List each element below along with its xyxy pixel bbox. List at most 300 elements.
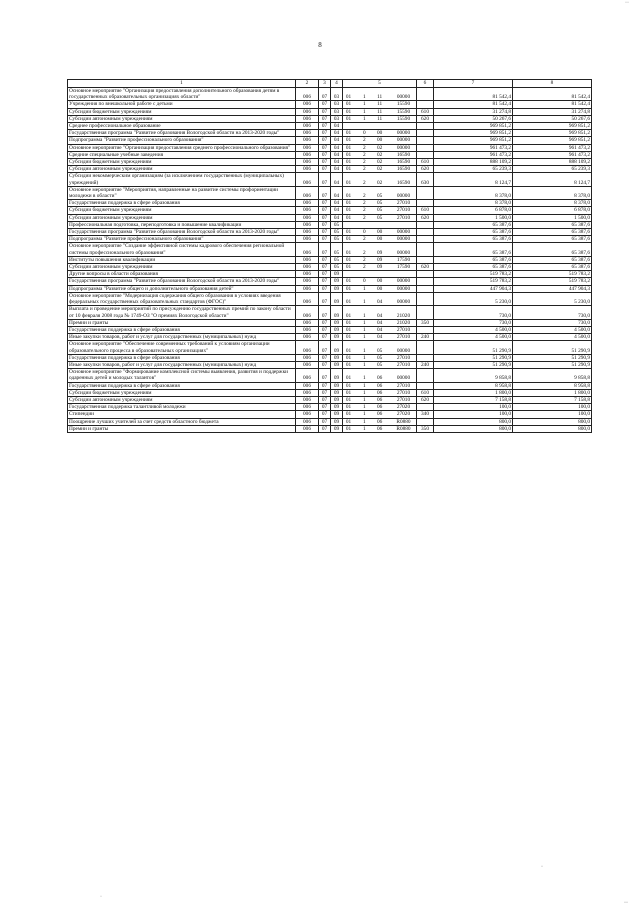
expense-type-code (417, 285, 434, 292)
target-article-code (343, 214, 417, 221)
row-name: Другие вопросы в области образования (68, 271, 296, 278)
amount-col7: 7 158,8 (434, 396, 513, 403)
subsection-code: 04 (331, 173, 343, 186)
target-article-code-text: 01 2 05 27010 (345, 214, 411, 221)
row-name: Субсидии автономным учреждениям (68, 214, 296, 221)
expense-type-code (417, 418, 434, 425)
row-name: Иные закупки товаров, работ и услуг для государственных (муниципальных) нужд (68, 334, 296, 341)
amount-col8: 100,0 (513, 404, 592, 411)
row-name: Институты повышения квалификации (68, 256, 296, 263)
ministry-code: 006 (296, 243, 319, 256)
section-code: 07 (319, 101, 331, 108)
row-name: Подпрограмма "Развитие профессионального образования" (68, 236, 296, 243)
amount-col7: 1 500,0 (434, 214, 513, 221)
row-name: Субсидии автономным учреждениям (68, 396, 296, 403)
ministry-code: 006 (296, 389, 319, 396)
amount-col8: 969 851,2 (513, 123, 592, 130)
row-name: Подпрограмма "Развитие профессионального образования" (68, 137, 296, 144)
subsection-code: 04 (331, 130, 343, 137)
table-row (68, 326, 592, 333)
section-code: 07 (319, 278, 331, 285)
table-row (68, 166, 592, 173)
section-code: 07 (319, 264, 331, 271)
target-article-code-text: 01 1 04 27010 (345, 326, 411, 333)
amount-col7: 65 387,6 (434, 243, 513, 256)
section-code: 07 (319, 229, 331, 236)
subsection-code: 04 (331, 144, 343, 151)
amount-col8: 4 500,0 (513, 334, 592, 341)
amount-col7: 51 290,9 (434, 361, 513, 368)
target-article-code-text: 01 1 06 27020 (345, 411, 411, 418)
target-article-code (343, 404, 417, 411)
amount-col8: 969 851,2 (513, 137, 592, 144)
amount-col8: 65 387,6 (513, 221, 592, 228)
expense-type-code (417, 101, 434, 108)
amount-col8: 81 542,4 (513, 101, 592, 108)
target-article-code (343, 88, 417, 101)
expense-type-code (417, 292, 434, 305)
amount-col7: 5 230,0 (434, 292, 513, 305)
target-article-code-text: 01 2 02 16590 (345, 179, 411, 186)
expense-type-code: 350 (417, 319, 434, 326)
amount-col7: 65 387,6 (434, 236, 513, 243)
footer-mark: ·· (624, 900, 628, 906)
section-code: 07 (319, 256, 331, 263)
table-row (68, 306, 592, 319)
expense-type-code (417, 137, 434, 144)
amount-col8: 65 387,6 (513, 256, 592, 263)
target-article-code (343, 334, 417, 341)
row-name: Основное мероприятие "Мероприятия, направленные на развитие системы профориентации молодежи в области" (68, 186, 296, 199)
amount-col8: 8 124,7 (513, 173, 592, 186)
amount-col8: 100,0 (513, 411, 592, 418)
expense-type-code: 240 (417, 361, 434, 368)
amount-col7: 519 783,2 (434, 278, 513, 285)
section-code: 07 (319, 243, 331, 256)
table-row (68, 341, 592, 354)
amount-col8: 447 904,3 (513, 285, 592, 292)
target-article-code (343, 425, 417, 432)
subsection-code: 09 (331, 411, 343, 418)
amount-col8: 9 858,8 (513, 369, 592, 382)
section-code: 07 (319, 361, 331, 368)
amount-col7: 50 267,6 (434, 115, 513, 122)
ministry-code: 006 (296, 186, 319, 199)
amount-col8: 800,0 (513, 425, 592, 432)
table-row (68, 361, 592, 368)
row-name: Государственная поддержка в сфере образования (68, 382, 296, 389)
expense-type-code (417, 256, 434, 263)
target-article-code-text: 01 2 05 27010 (345, 207, 411, 214)
section-code: 07 (319, 418, 331, 425)
amount-col7: 100,0 (434, 411, 513, 418)
table-row (68, 278, 592, 285)
amount-col7: 1 800,0 (434, 389, 513, 396)
target-article-code (343, 151, 417, 158)
target-article-code (343, 354, 417, 361)
row-name: Основное мероприятие "Организация предоставления среднего профессионального образования" (68, 144, 296, 151)
ministry-code: 006 (296, 200, 319, 207)
section-code: 07 (319, 115, 331, 122)
expense-type-code (417, 221, 434, 228)
target-article-code (343, 271, 417, 278)
table-row (68, 256, 592, 263)
subsection-code: 09 (331, 341, 343, 354)
amount-col8: 8 378,0 (513, 200, 592, 207)
target-article-code (343, 236, 417, 243)
expense-type-code (417, 130, 434, 137)
table-row (68, 418, 592, 425)
target-article-code (343, 229, 417, 236)
target-article-code-text: 01 1 04 21020 (345, 312, 411, 319)
amount-col8: 65 239,3 (513, 166, 592, 173)
target-article-code-text: 01 1 11 15590 (345, 101, 411, 108)
ministry-code: 006 (296, 278, 319, 285)
amount-col7: 81 542,4 (434, 88, 513, 101)
subsection-code: 04 (331, 200, 343, 207)
row-name: Государственная поддержка в сфере образования (68, 326, 296, 333)
amount-col7: 31 274,8 (434, 108, 513, 115)
ministry-code: 006 (296, 166, 319, 173)
ministry-code: 006 (296, 229, 319, 236)
expense-type-code: 340 (417, 411, 434, 418)
ministry-code: 006 (296, 108, 319, 115)
row-name: Основное мероприятие "Создание эффективной системы кадрового обеспечения региональной системы профессионального образования" (68, 243, 296, 256)
amount-col8: 1 800,0 (513, 389, 592, 396)
section-code: 07 (319, 173, 331, 186)
expense-type-code (417, 306, 434, 319)
table-row (68, 271, 592, 278)
table-row (68, 173, 592, 186)
page-number: 8 (318, 41, 322, 49)
row-name: Субсидии бюджетным учреждениям (68, 159, 296, 166)
table-row (68, 334, 592, 341)
target-article-code-text: 01 2 02 00000 (345, 144, 411, 151)
subsection-code: 04 (331, 137, 343, 144)
target-article-code (343, 389, 417, 396)
amount-col8: 8 378,0 (513, 186, 592, 199)
row-name: Поощрение лучших учителей за счет средств областного бюджета (68, 418, 296, 425)
target-article-code (343, 396, 417, 403)
target-article-code (343, 221, 417, 228)
section-code: 07 (319, 159, 331, 166)
expense-type-code (417, 341, 434, 354)
target-article-code (343, 123, 417, 130)
subsection-code: 09 (331, 396, 343, 403)
section-code: 07 (319, 396, 331, 403)
ministry-code: 006 (296, 334, 319, 341)
section-code: 07 (319, 137, 331, 144)
ministry-code: 006 (296, 285, 319, 292)
expense-type-code (417, 88, 434, 101)
amount-col7: 65 387,6 (434, 264, 513, 271)
table-row (68, 214, 592, 221)
amount-col7: 8 378,0 (434, 200, 513, 207)
amount-col7: 730,0 (434, 319, 513, 326)
ministry-code: 006 (296, 292, 319, 305)
amount-col7: 8 378,0 (434, 186, 513, 199)
section-code: 07 (319, 354, 331, 361)
expense-type-code (417, 200, 434, 207)
amount-col8: 8 958,8 (513, 382, 592, 389)
table-row (68, 243, 592, 256)
subsection-code: 09 (331, 306, 343, 319)
subsection-code: 09 (331, 326, 343, 333)
table-body (68, 80, 592, 433)
amount-col8: 50 267,6 (513, 115, 592, 122)
target-article-code (343, 292, 417, 305)
row-name: Субсидии некоммерческим организациям (за исключением государственных (муниципальных) учреждений) (68, 173, 296, 186)
amount-col8: 800,0 (513, 418, 592, 425)
target-article-code-text: 01 1 06 27010 (345, 382, 411, 389)
scan-dot: · (541, 864, 543, 870)
amount-col7: 969 851,2 (434, 123, 513, 130)
table-row (68, 236, 592, 243)
amount-col8: 51 290,9 (513, 354, 592, 361)
target-article-code (343, 200, 417, 207)
column-header: 8 (513, 80, 592, 88)
expense-type-code (417, 236, 434, 243)
expense-type-code (417, 144, 434, 151)
amount-col7: 730,0 (434, 306, 513, 319)
section-code: 07 (319, 144, 331, 151)
expense-type-code (417, 243, 434, 256)
table-header-row (68, 80, 592, 88)
subsection-code: 05 (331, 229, 343, 236)
target-article-code-text: 01 1 06 27020 (345, 404, 411, 411)
target-article-code-text: 01 1 06 R0880 (345, 418, 411, 425)
table-row (68, 404, 592, 411)
amount-col8: 7 158,8 (513, 396, 592, 403)
amount-col8: 961 473,2 (513, 151, 592, 158)
section-code: 07 (319, 236, 331, 243)
target-article-code-text: 01 1 00 00000 (345, 285, 411, 292)
table-row (68, 101, 592, 108)
target-article-code (343, 369, 417, 382)
section-code: 07 (319, 382, 331, 389)
column-header: 7 (434, 80, 513, 88)
target-article-code-text: 01 2 05 27010 (345, 200, 411, 207)
expense-type-code: 350 (417, 425, 434, 432)
section-code: 07 (319, 123, 331, 130)
ministry-code: 006 (296, 271, 319, 278)
target-article-code (343, 166, 417, 173)
amount-col7: 6 878,0 (434, 207, 513, 214)
subsection-code: 04 (331, 159, 343, 166)
expense-type-code: 610 (417, 389, 434, 396)
subsection-code: 03 (331, 115, 343, 122)
ministry-code: 006 (296, 151, 319, 158)
section-code: 07 (319, 411, 331, 418)
amount-col8: 65 387,6 (513, 236, 592, 243)
ministry-code: 006 (296, 326, 319, 333)
ministry-code: 006 (296, 418, 319, 425)
column-header: 6 (417, 80, 434, 88)
row-name: Субсидии бюджетным учреждениям (68, 207, 296, 214)
target-article-code-text: 01 0 00 00000 (345, 278, 411, 285)
section-code: 07 (319, 130, 331, 137)
expense-type-code: 620 (417, 214, 434, 221)
section-code: 07 (319, 214, 331, 221)
target-article-code (343, 243, 417, 256)
ministry-code: 006 (296, 207, 319, 214)
subsection-code: 05 (331, 221, 343, 228)
amount-col7: 800,0 (434, 425, 513, 432)
target-article-code-text: 01 2 09 17590 (345, 256, 411, 263)
table-row (68, 369, 592, 382)
amount-col8: 65 387,6 (513, 229, 592, 236)
ministry-code: 006 (296, 354, 319, 361)
ministry-code: 006 (296, 123, 319, 130)
target-article-code (343, 159, 417, 166)
subsection-code: 05 (331, 264, 343, 271)
expense-type-code: 610 (417, 108, 434, 115)
ministry-code: 006 (296, 396, 319, 403)
table-row (68, 151, 592, 158)
section-code: 07 (319, 292, 331, 305)
amount-col7: 969 851,2 (434, 130, 513, 137)
expense-type-code (417, 271, 434, 278)
ministry-code: 006 (296, 369, 319, 382)
table-row (68, 144, 592, 151)
section-code: 07 (319, 186, 331, 199)
row-name: Государственная поддержка в сфере образования (68, 354, 296, 361)
amount-col8: 888 109,2 (513, 159, 592, 166)
ministry-code: 006 (296, 101, 319, 108)
subsection-code: 04 (331, 151, 343, 158)
expense-type-code: 610 (417, 159, 434, 166)
row-name: Основное мероприятие "Формирование комплексной системы выявления, развития и поддержки одаренных детей и молодых талантов" (68, 369, 296, 382)
target-article-code (343, 115, 417, 122)
row-name: Государственная поддержка талантливой молодежи (68, 404, 296, 411)
target-article-code-text: 01 1 05 27010 (345, 354, 411, 361)
amount-col8: 519 783,2 (513, 271, 592, 278)
row-name: Государственная программа "Развитие образования Вологодской области на 2013-2020 годы" (68, 130, 296, 137)
amount-col7: 9 858,8 (434, 369, 513, 382)
section-code: 07 (319, 151, 331, 158)
target-article-code (343, 382, 417, 389)
row-name: Профессиональная подготовка, переподготовка и повышение квалификации (68, 221, 296, 228)
column-header: 3 (319, 80, 331, 88)
ministry-code: 006 (296, 341, 319, 354)
amount-col7: 51 290,9 (434, 354, 513, 361)
expense-type-code (417, 404, 434, 411)
row-name: Государственная программа "Развитие образования Вологодской области на 2013-2020 годы" (68, 278, 296, 285)
subsection-code: 09 (331, 361, 343, 368)
expense-type-code (417, 123, 434, 130)
amount-col7: 8 958,8 (434, 382, 513, 389)
expense-type-code (417, 354, 434, 361)
target-article-code (343, 108, 417, 115)
subsection-code: 04 (331, 123, 343, 130)
section-code: 07 (319, 108, 331, 115)
amount-col7: 65 387,6 (434, 221, 513, 228)
row-name: Выплата и проведение мероприятий по присуждению государственных премий по закону области от 10 февраля 2008 года № 1749-ОЗ "О премиях Вологодской области" (68, 306, 296, 319)
amount-col7: 65 387,6 (434, 229, 513, 236)
section-code: 07 (319, 221, 331, 228)
section-code: 07 (319, 319, 331, 326)
subsection-code: 05 (331, 256, 343, 263)
amount-col7: 961 473,2 (434, 151, 513, 158)
row-name: Среднее профессиональное образование (68, 123, 296, 130)
table-row (68, 186, 592, 199)
amount-col7: 65 239,3 (434, 166, 513, 173)
column-header: 1 (68, 80, 296, 88)
target-article-code-text: 01 2 02 16590 (345, 159, 411, 166)
amount-col7: 447 904,3 (434, 285, 513, 292)
subsection-code: 04 (331, 214, 343, 221)
expense-type-code: 620 (417, 396, 434, 403)
amount-col7: 4 500,0 (434, 334, 513, 341)
row-name: Учреждения по внешкольной работе с детьми (68, 101, 296, 108)
amount-col7: 81 542,4 (434, 101, 513, 108)
table-row (68, 396, 592, 403)
row-name: Средние специальные учебные заведения (68, 151, 296, 158)
row-name: Иные закупки товаров, работ и услуг для государственных (муниципальных) нужд (68, 361, 296, 368)
amount-col8: 5 230,0 (513, 292, 592, 305)
subsection-code: 09 (331, 334, 343, 341)
target-article-code-text: 01 1 06 00000 (345, 375, 411, 382)
subsection-code: 09 (331, 389, 343, 396)
ministry-code: 006 (296, 382, 319, 389)
expense-type-code (417, 151, 434, 158)
table-row (68, 108, 592, 115)
amount-col8: 31 274,8 (513, 108, 592, 115)
target-article-code (343, 326, 417, 333)
ministry-code: 006 (296, 256, 319, 263)
subsection-code: 05 (331, 236, 343, 243)
amount-col8: 65 387,6 (513, 264, 592, 271)
target-article-code-text: 01 1 04 00000 (345, 299, 411, 306)
subsection-code: 03 (331, 88, 343, 101)
expense-type-code: 620 (417, 115, 434, 122)
table-row (68, 159, 592, 166)
ministry-code: 006 (296, 88, 319, 101)
amount-col7: 51 290,9 (434, 341, 513, 354)
section-code: 07 (319, 88, 331, 101)
target-article-code-text: 01 1 06 27010 (345, 389, 411, 396)
amount-col8: 961 473,2 (513, 144, 592, 151)
target-article-code-text: 01 1 11 15590 (345, 108, 411, 115)
target-article-code-text: 01 1 05 00000 (345, 347, 411, 354)
row-name: Субсидии автономным учреждениям (68, 115, 296, 122)
subsection-code: 09 (331, 425, 343, 432)
target-article-code (343, 130, 417, 137)
column-header: 2 (296, 80, 319, 88)
section-code: 07 (319, 306, 331, 319)
ministry-code: 006 (296, 411, 319, 418)
section-code: 07 (319, 334, 331, 341)
amount-col7: 961 473,2 (434, 144, 513, 151)
section-code: 07 (319, 207, 331, 214)
section-code: 07 (319, 404, 331, 411)
target-article-code-text: 01 2 09 00000 (345, 249, 411, 256)
row-name: Основное мероприятие "Организация предоставления дополнительного образования детям в государственных образовательных организациях области" (68, 88, 296, 101)
column-header: 5 (343, 80, 417, 88)
table-row (68, 137, 592, 144)
target-article-code-text: 01 1 06 R0880 (345, 425, 411, 432)
ministry-code: 006 (296, 404, 319, 411)
table-row (68, 425, 592, 432)
target-article-code (343, 256, 417, 263)
target-article-code (343, 101, 417, 108)
budget-table (67, 79, 592, 433)
subsection-code: 09 (331, 382, 343, 389)
target-article-code (343, 144, 417, 151)
target-article-code-text: 01 1 04 21020 (345, 319, 411, 326)
subsection-code: 09 (331, 292, 343, 305)
table-row (68, 382, 592, 389)
